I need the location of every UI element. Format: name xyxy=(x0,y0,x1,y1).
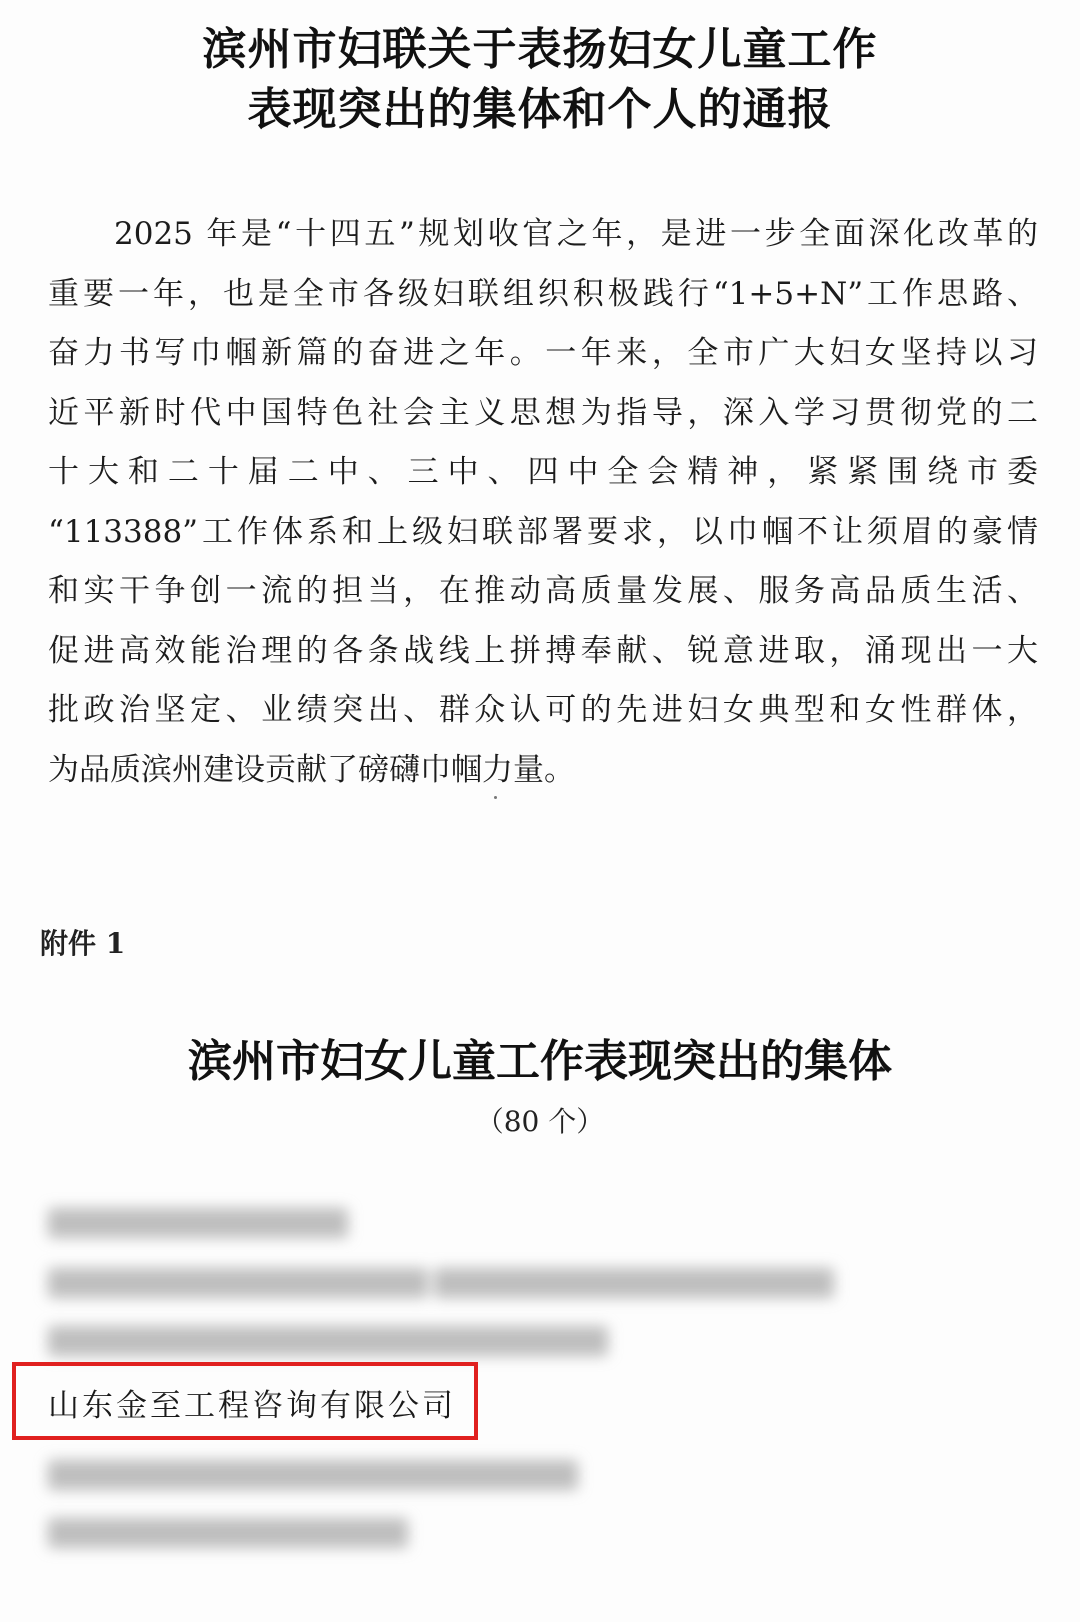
attachment-label: 附件 1 xyxy=(40,927,126,960)
body-line: 奋力书写巾帼新篇的奋进之年。一年来，全市广大妇女坚持以习 xyxy=(48,335,1038,371)
attachment-title: 滨州市妇女儿童工作表现突出的集体 xyxy=(188,1036,892,1087)
redacted-entry xyxy=(48,1268,840,1302)
attachment-count: （80 个） xyxy=(475,1105,605,1138)
body-line: 2025 年是“十四五”规划收官之年，是进一步全面深化改革的 xyxy=(114,216,1038,252)
body-line: 批政治坚定、业绩突出、群众认可的先进妇女典型和女性群体， xyxy=(48,692,1038,728)
page-speck xyxy=(494,796,497,799)
body-line: 促进高效能治理的各条战线上拼搏奉献、锐意进取，涌现出一大 xyxy=(48,632,1038,669)
document-title-line-1: 滨州市妇联关于表扬妇女儿童工作 xyxy=(202,24,878,75)
redacted-entry xyxy=(48,1460,584,1494)
redacted-entry xyxy=(48,1208,354,1242)
body-line: 十大和二十届二中、三中、四中全会精神，紧紧围绕市委 xyxy=(48,454,1038,490)
highlighted-entry: 山东金至工程咨询有限公司 xyxy=(48,1388,456,1424)
body-line: 和实干争创一流的担当，在推动高质量发展、服务高品质生活、 xyxy=(48,573,1038,609)
document-title-line-2: 表现突出的集体和个人的通报 xyxy=(247,84,833,135)
body-line: “113388”工作体系和上级妇联部署要求，以巾帼不让须眉的豪情 xyxy=(48,513,1038,550)
redacted-entry xyxy=(48,1326,614,1360)
redacted-entry xyxy=(48,1518,414,1552)
body-line: 近平新时代中国特色社会主义思想为指导，深入学习贯彻党的二 xyxy=(48,394,1038,431)
body-paragraph xyxy=(48,205,1038,800)
body-line: 为品质滨州建设贡献了磅礴巾帼力量。 xyxy=(48,751,575,788)
body-line: 重要一年，也是全市各级妇联组织积极践行“1+5+N”工作思路、 xyxy=(48,275,1038,312)
